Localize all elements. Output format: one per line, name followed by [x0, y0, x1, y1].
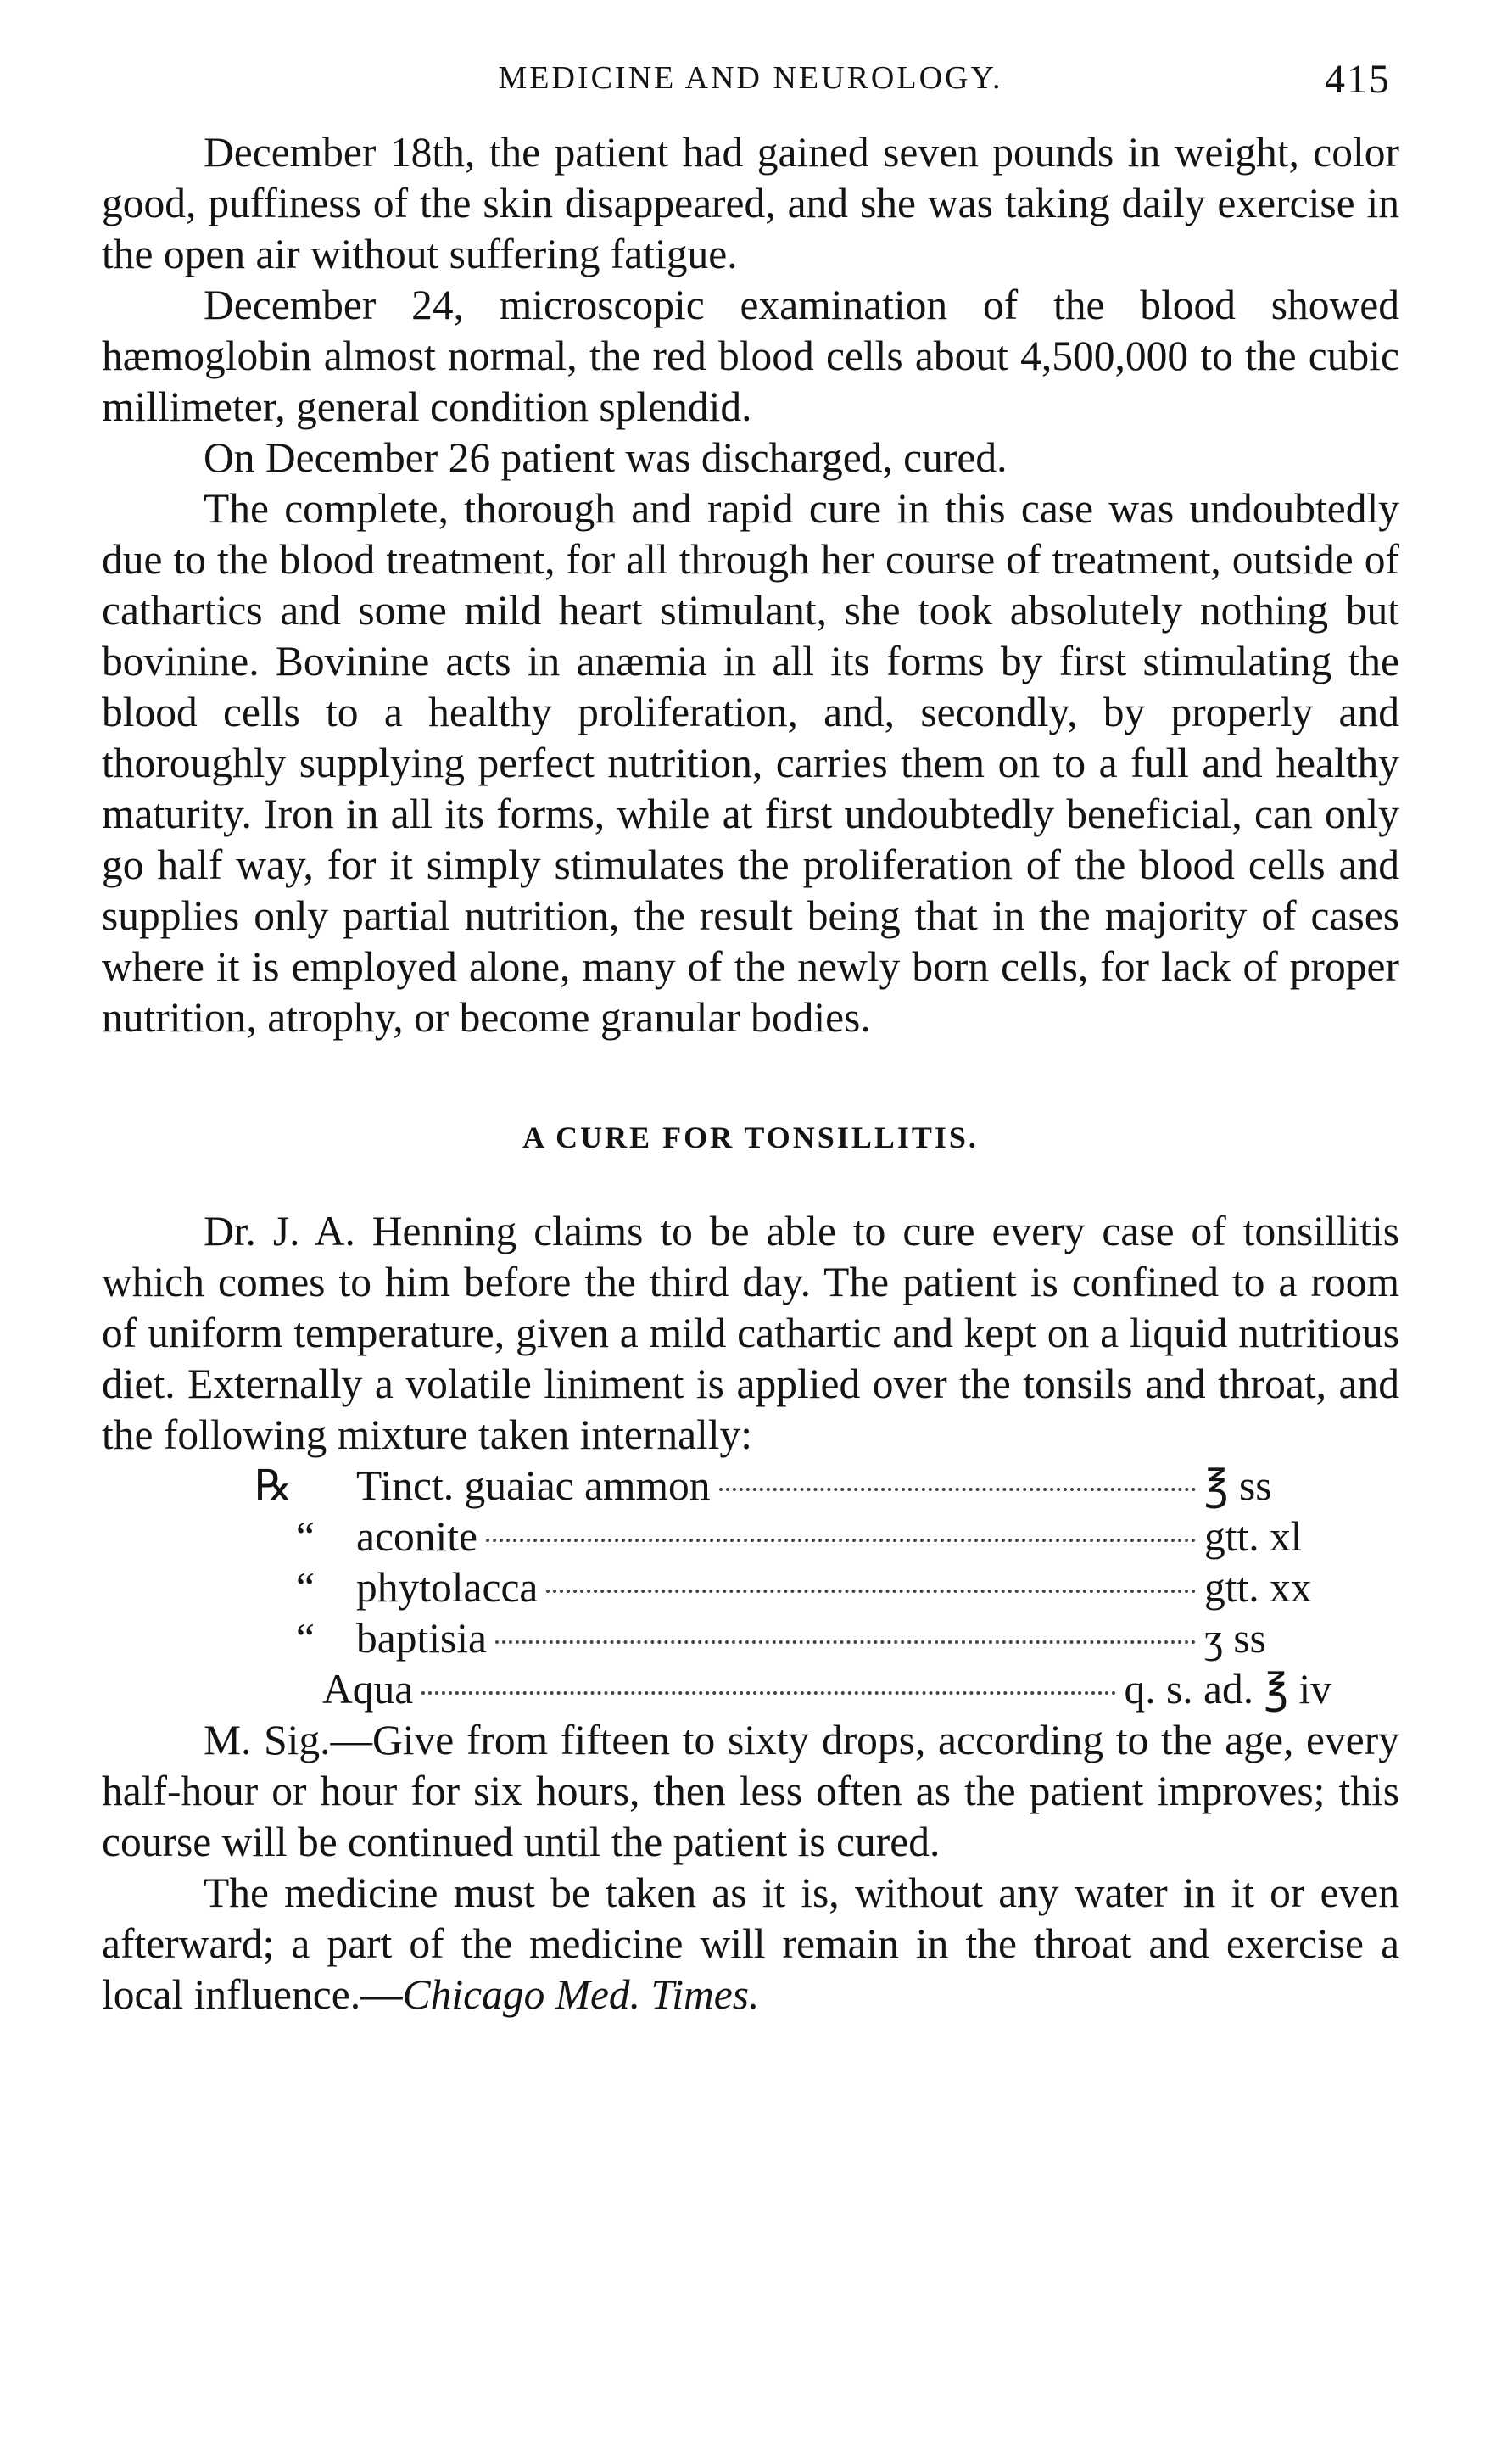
prescription-line — [254, 1664, 1331, 1715]
page-number: 415 — [1325, 57, 1391, 102]
ditto-mark: “ — [296, 1564, 315, 1611]
closing-text: The medicine must be taken as it is, without any water in it or even afterward; a part of the medicine will remain in the throat and exercise a local influence.— — [102, 1869, 1399, 2018]
article-body — [102, 127, 1399, 1043]
ingredient-name: aconite — [356, 1513, 477, 1560]
ingredient-name: baptisia — [356, 1615, 487, 1662]
section-body — [102, 1206, 1399, 1461]
dot-leader — [421, 1691, 1115, 1695]
section-body-continued — [102, 1715, 1399, 2020]
paragraph: On December 26 patient was discharged, cured. — [204, 434, 1008, 481]
dot-leader — [546, 1590, 1196, 1593]
prescription-line — [254, 1562, 1331, 1613]
ditto-mark: “ — [296, 1513, 315, 1560]
paragraph: December 24, microscopic examination of the blood showed hæmoglobin almost normal, the red blood cells about 4,500,000 to the cubic millimeter, general condition splendid. — [102, 282, 1399, 430]
paragraph: The complete, thorough and rapid cure in this case was undoubtedly due to the blood treatment, for all through her course of treatment, outside of cathartics and some mild heart stimulant, she took absolutely nothing but bovinine. Bovinine acts in anæmia in all its forms by first stimulating the blood cells to a healthy proliferation, and, secondly, by properly and thoroughly supplying perfect nutrition, carries them on to a full and healthy maturity. Iron in all its forms, while at first undoubtedly beneficial, can only go half way, for it simply stimulates the proliferation of the blood cells and supplies only partial nutrition, the result being that in the majority of cases where it is employed alone, many of the newly born cells, for lack of proper nutrition, atrophy, or become granular bodies. — [102, 485, 1399, 1041]
dot-leader — [486, 1539, 1196, 1542]
running-title: MEDICINE AND NEUROLOGY. — [498, 60, 1003, 96]
prescription-line — [254, 1461, 1331, 1511]
dot-leader — [495, 1640, 1196, 1644]
ingredient-dose: q. s. ad. ℥ iv — [1124, 1666, 1331, 1713]
recipe-symbol: ℞ — [254, 1462, 293, 1509]
paragraph: December 18th, the patient had gained seven pounds in weight, color good, puffiness of the skin disappeared, and she was taking daily exercise in the open air without suffering fatigue. — [102, 129, 1399, 277]
ingredient-name: Tinct. guaiac ammon — [356, 1462, 711, 1509]
ingredient-name: phytolacca — [356, 1564, 539, 1611]
paragraph — [102, 1868, 1399, 2020]
book-page — [102, 59, 1399, 2020]
ditto-mark: “ — [296, 1615, 315, 1662]
ingredient-name: Aqua — [322, 1666, 414, 1713]
section-heading: A CURE FOR TONSILLITIS. — [522, 1120, 979, 1154]
ingredient-dose: gtt. xl — [1204, 1513, 1303, 1560]
prescription-line — [254, 1613, 1331, 1664]
ingredient-dose: gtt. xx — [1204, 1564, 1312, 1611]
ingredient-dose: ʒ ss — [1204, 1615, 1266, 1662]
dot-leader — [719, 1488, 1197, 1491]
source-citation: Chicago Med. Times. — [402, 1971, 760, 2018]
prescription — [254, 1461, 1331, 1715]
prescription-line — [254, 1511, 1331, 1562]
paragraph: M. Sig.—Give from fifteen to sixty drops, according to the age, every half-hour or hour for six hours, then less often as the patient improves; this course will be continued until the patient is cured. — [102, 1717, 1399, 1865]
running-head — [102, 59, 1399, 110]
paragraph: Dr. J. A. Henning claims to be able to cure every case of tonsillitis which comes to him before the third day. The patient is confined to a room of uniform temperature, given a mild cathartic and kept on a liquid nutritious diet. Externally a volatile liniment is applied over the tonsils and throat, and the following mixture taken internally: — [102, 1208, 1399, 1458]
ingredient-dose: ℥ ss — [1204, 1462, 1272, 1509]
